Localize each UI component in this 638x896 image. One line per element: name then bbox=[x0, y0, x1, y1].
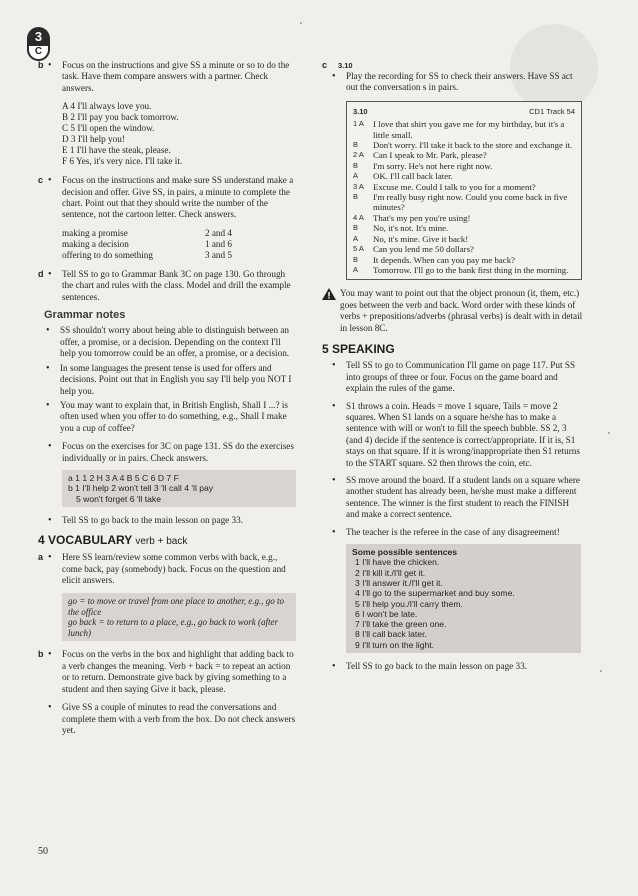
sentence-line: 9 I'll turn on the light. bbox=[355, 639, 435, 650]
script-line bbox=[353, 161, 575, 171]
scan-speck bbox=[300, 22, 302, 24]
answer-line: 5 won't forget 6 'll take bbox=[76, 493, 161, 504]
chart-label: making a decision bbox=[62, 238, 129, 249]
bullet-icon: • bbox=[48, 552, 52, 564]
instruction-text: S1 throws a coin. Heads = move 1 square, Tails = move 2 squares. When S1 lands on a square he/she has to make a sentence with will or won't to fill the speech bubble. SS 2, 3 (and 4) decide if the sentence is correct/appropriate. If it is, S1 stays on that square. If it is wrong/inappropriate then S1 returns to the START square. S2 then throws the coin, etc. bbox=[346, 400, 580, 468]
bullet-icon: • bbox=[48, 175, 52, 187]
speaker-label: 3 A bbox=[353, 181, 364, 191]
definition-line: go back = to return to a place, e.g., go back to work (after lunch) bbox=[68, 617, 278, 638]
script-header bbox=[353, 106, 575, 117]
answer-line: A 4 I'll always love you. bbox=[62, 101, 152, 112]
answer-line: b 1 I'll help 2 won't tell 3 'll call 4 'll pay bbox=[68, 483, 214, 494]
box-title: Some possible sentences bbox=[352, 547, 458, 558]
possible-sentences-box bbox=[346, 544, 581, 653]
note-text: You may want to point out that the object pronoun (it, them, etc.) goes between the verb and back. Word order with these kinds of verbs + prepositions/adverbs (phrasal verbs) is dealt with in detail in lesson 8C. bbox=[340, 288, 583, 333]
bullet-icon: • bbox=[46, 325, 50, 337]
instruction-text: The teacher is the referee in the case of any disagreement! bbox=[346, 526, 560, 537]
exercise-instruction bbox=[38, 441, 296, 464]
note-text: SS shouldn't worry about being able to distinguish between an offer, a promise, or a decision. Depending on the context I'll help you tomorrow could be an offer, a promise, or a decision. bbox=[60, 325, 290, 359]
scan-speck bbox=[608, 432, 610, 434]
script-line bbox=[353, 244, 575, 254]
speaker-text: Tomorrow. I'll go to the bank first thing in the morning. bbox=[373, 264, 569, 275]
speaker-text: Don't worry. I'll take it back to the store and exchange it. bbox=[373, 140, 573, 151]
speaker-label: B bbox=[353, 140, 359, 150]
script-line bbox=[353, 265, 575, 275]
instruction-text: SS move around the board. If a student lands on a square where another student has already been, he/she must make a different sentence. The winner is the first student to reach the FINISH and make a correct sentence. bbox=[346, 475, 580, 520]
speaking-step bbox=[322, 401, 584, 469]
sentence-line: 8 I'll call back later. bbox=[355, 629, 427, 640]
left-column bbox=[38, 60, 296, 742]
bullet-icon: • bbox=[46, 362, 50, 374]
script-code: 3.10 bbox=[353, 106, 368, 116]
speaker-label: B bbox=[353, 223, 359, 233]
back-to-lesson bbox=[322, 661, 584, 672]
instruction-text: Tell SS to go back to the main lesson on page 33. bbox=[346, 661, 528, 671]
script-line bbox=[353, 150, 575, 160]
script-line bbox=[353, 140, 575, 150]
chart-row bbox=[62, 239, 232, 250]
speaker-label: B bbox=[353, 160, 359, 170]
answer-line: D 3 I'll help you! bbox=[62, 134, 125, 145]
speaker-label: A bbox=[353, 171, 359, 181]
step-letter: b bbox=[38, 649, 44, 660]
step-text: Focus on the instructions and make sure SS understand make a decision and offer. Give SS, in pairs, a minute to complete the chart. Point out that they should write the number of the sentence, not the cartoon letter. Check answers. bbox=[62, 175, 294, 220]
bullet-icon: • bbox=[332, 71, 336, 82]
step-c-recording bbox=[322, 60, 584, 94]
script-line bbox=[353, 192, 575, 213]
speaker-label: 1 A bbox=[353, 119, 364, 129]
speaker-label: 5 A bbox=[353, 244, 364, 254]
heading-title: 4 VOCABULARY bbox=[38, 532, 133, 547]
answer-line: a 1 1 2 H 3 A 4 B 5 C 6 D 7 F bbox=[68, 472, 179, 483]
chart-value: 1 and 6 bbox=[204, 238, 232, 249]
step-text: Play the recording for SS to check their answers. Have SS act out the conversation s in pairs. bbox=[346, 71, 573, 93]
step-d bbox=[38, 269, 296, 303]
speaker-label: B bbox=[353, 254, 359, 264]
bullet-icon: • bbox=[48, 268, 52, 280]
speaker-label: 2 A bbox=[353, 150, 364, 160]
answer-line: F 6 Yes, it's very nice. I'll take it. bbox=[62, 156, 183, 167]
back-to-lesson bbox=[38, 515, 296, 526]
teacher-note bbox=[322, 288, 584, 334]
answer-list-b bbox=[38, 101, 296, 167]
scan-speck bbox=[600, 670, 602, 672]
speaking-step bbox=[322, 527, 584, 538]
note-text: You may want to explain that, in British English, Shall I ...? is often used when you offer to do something, e.g., Shall I make you a cup of coffee? bbox=[60, 399, 288, 433]
script-line bbox=[353, 182, 575, 192]
sentence-line: 7 I'll take the green one. bbox=[355, 619, 447, 630]
step-letter: c bbox=[322, 60, 328, 70]
step-text: Here SS learn/review some common verbs with back, e.g., come back, pay (somebody) back. Focus on the question and elicit answers. bbox=[62, 552, 286, 586]
vocab-instruction bbox=[38, 702, 296, 736]
sentence-line: 5 I'll help you./I'll carry them. bbox=[355, 598, 463, 609]
sentence-line: 2 I'll kill it./I'll get it. bbox=[355, 567, 426, 578]
bullet-icon: • bbox=[48, 649, 52, 661]
script-line bbox=[353, 255, 575, 265]
speaker-text: I'm really busy right now. Could you come back in five minutes? bbox=[373, 192, 568, 213]
speaker-label: B bbox=[353, 192, 359, 202]
vocabulary-heading bbox=[38, 532, 296, 547]
grammar-note bbox=[38, 325, 296, 359]
speaker-text: I'm sorry. He's not here right now. bbox=[373, 160, 493, 171]
speaker-text: That's my pen you're using! bbox=[373, 212, 471, 223]
grammar-notes-title: Grammar notes bbox=[44, 309, 126, 322]
chart-label: offering to do something bbox=[62, 249, 153, 260]
step-letter: d bbox=[38, 268, 44, 279]
sentence-line: 6 I won't be late. bbox=[355, 608, 418, 619]
warning-icon bbox=[322, 288, 336, 300]
instruction-text: Focus on the exercises for 3C on page 131. SS do the exercises individually or in pairs. Check answers. bbox=[62, 441, 294, 463]
chart-row bbox=[62, 250, 232, 261]
speaking-step bbox=[322, 475, 584, 521]
badge-letter: C bbox=[27, 44, 50, 61]
bullet-icon: • bbox=[332, 360, 336, 372]
step-text: Tell SS to go to Grammar Bank 3C on page 130. Go through the chart and rules with the class. Model and drill the example sentences. bbox=[62, 268, 291, 302]
step-b bbox=[38, 60, 296, 94]
grammar-note bbox=[38, 400, 296, 434]
right-column bbox=[322, 60, 584, 678]
definition-line: go = to move or travel from one place to another, e.g., go to the office bbox=[68, 596, 284, 617]
definition-box bbox=[62, 593, 296, 641]
lesson-badge bbox=[27, 27, 50, 61]
bullet-icon: • bbox=[332, 400, 336, 412]
step-c bbox=[38, 175, 296, 221]
exercise-answers-box bbox=[62, 470, 296, 508]
heading-subtitle: verb + back bbox=[135, 535, 188, 547]
script-line bbox=[353, 213, 575, 223]
chart-value: 2 and 4 bbox=[204, 227, 232, 238]
answer-line: B 2 I'll pay you back tomorrow. bbox=[62, 112, 179, 123]
step-letter: b bbox=[38, 60, 44, 70]
page-number: 50 bbox=[38, 846, 48, 857]
script-line bbox=[353, 223, 575, 233]
vocab-step-a bbox=[38, 552, 296, 586]
audio-ref: 3.10 bbox=[338, 61, 353, 70]
bullet-icon: • bbox=[46, 399, 50, 411]
speaker-text: OK. I'll call back later. bbox=[373, 171, 453, 182]
speaker-label: 4 A bbox=[353, 212, 364, 222]
chart-label: making a promise bbox=[62, 227, 128, 238]
speaking-step bbox=[322, 360, 584, 394]
sentence-line: 4 I'll go to the supermarket and buy some. bbox=[355, 588, 515, 599]
bullet-icon: • bbox=[48, 441, 52, 453]
instruction-text: Tell SS to go back to the main lesson on page 33. bbox=[62, 515, 244, 526]
speaker-text: Can I speak to Mr. Park, please? bbox=[373, 150, 487, 161]
track-label: CD1 Track 54 bbox=[529, 106, 575, 116]
instruction-text: Tell SS to go to Communication I'll game on page 117. Put SS into groups of three or four. Focus on the game board and explain the rules of the game. bbox=[346, 360, 576, 394]
chart-value: 3 and 5 bbox=[204, 249, 232, 260]
speaking-heading: 5 SPEAKING bbox=[322, 341, 395, 356]
speaker-text: I love that shirt you gave me for my birthday, but it's a little small. bbox=[373, 119, 565, 140]
sentence-list bbox=[352, 557, 575, 650]
speaker-text: Can you lend me 50 dollars? bbox=[373, 244, 474, 255]
step-letter: a bbox=[38, 552, 44, 563]
speaker-text: Excuse me. Could I talk to you for a moment? bbox=[373, 181, 536, 192]
sentence-line: 3 I'll answer it./I'll get it. bbox=[355, 577, 443, 588]
step-text: Focus on the verbs in the box and highlight that adding back to a verb changes the meaning. Verb + back = to repeat an action or to return. Demonstrate give back by giving something to a student and then saying Give it back, please. bbox=[62, 649, 294, 694]
bullet-icon: • bbox=[332, 661, 336, 672]
audio-script-box bbox=[346, 101, 582, 281]
vocab-step-b bbox=[38, 649, 296, 695]
bullet-icon: • bbox=[48, 702, 52, 714]
speaker-text: It depends. When can you pay me back? bbox=[373, 254, 515, 265]
step-letter: c bbox=[38, 175, 44, 186]
speaker-label: A bbox=[353, 264, 359, 274]
badge-number: 3 bbox=[27, 27, 50, 45]
answer-line: C 5 I'll open the window. bbox=[62, 123, 155, 134]
speaker-text: No, it's mine. Give it back! bbox=[373, 233, 469, 244]
note-text: In some languages the present tense is used for offers and decisions. Point out that in English you say I'll help you NOT I help you. bbox=[60, 362, 292, 396]
step-text: Focus on the instructions and give SS a minute or so to do the task. Have them compare answers with a partner. Check answers. bbox=[62, 60, 290, 93]
instruction-text: Give SS a couple of minutes to read the conversations and complete them with a verb from the box. Do not check answers yet. bbox=[62, 702, 296, 735]
script-line bbox=[353, 171, 575, 181]
answer-line: E 1 I'll have the steak, please. bbox=[62, 145, 171, 156]
speaker-label: A bbox=[353, 233, 359, 243]
grammar-note bbox=[38, 363, 296, 397]
bullet-icon: • bbox=[48, 60, 52, 71]
script-line bbox=[353, 119, 575, 140]
bullet-icon: • bbox=[48, 515, 52, 527]
sentence-line: 1 I'll have the chicken. bbox=[355, 557, 440, 568]
script-line bbox=[353, 234, 575, 244]
bullet-icon: • bbox=[332, 526, 336, 538]
bullet-icon: • bbox=[332, 475, 336, 486]
speaker-text: No, it's not. It's mine. bbox=[373, 223, 449, 234]
answer-chart bbox=[62, 228, 232, 261]
chart-row bbox=[62, 228, 232, 239]
script-lines bbox=[353, 119, 575, 275]
